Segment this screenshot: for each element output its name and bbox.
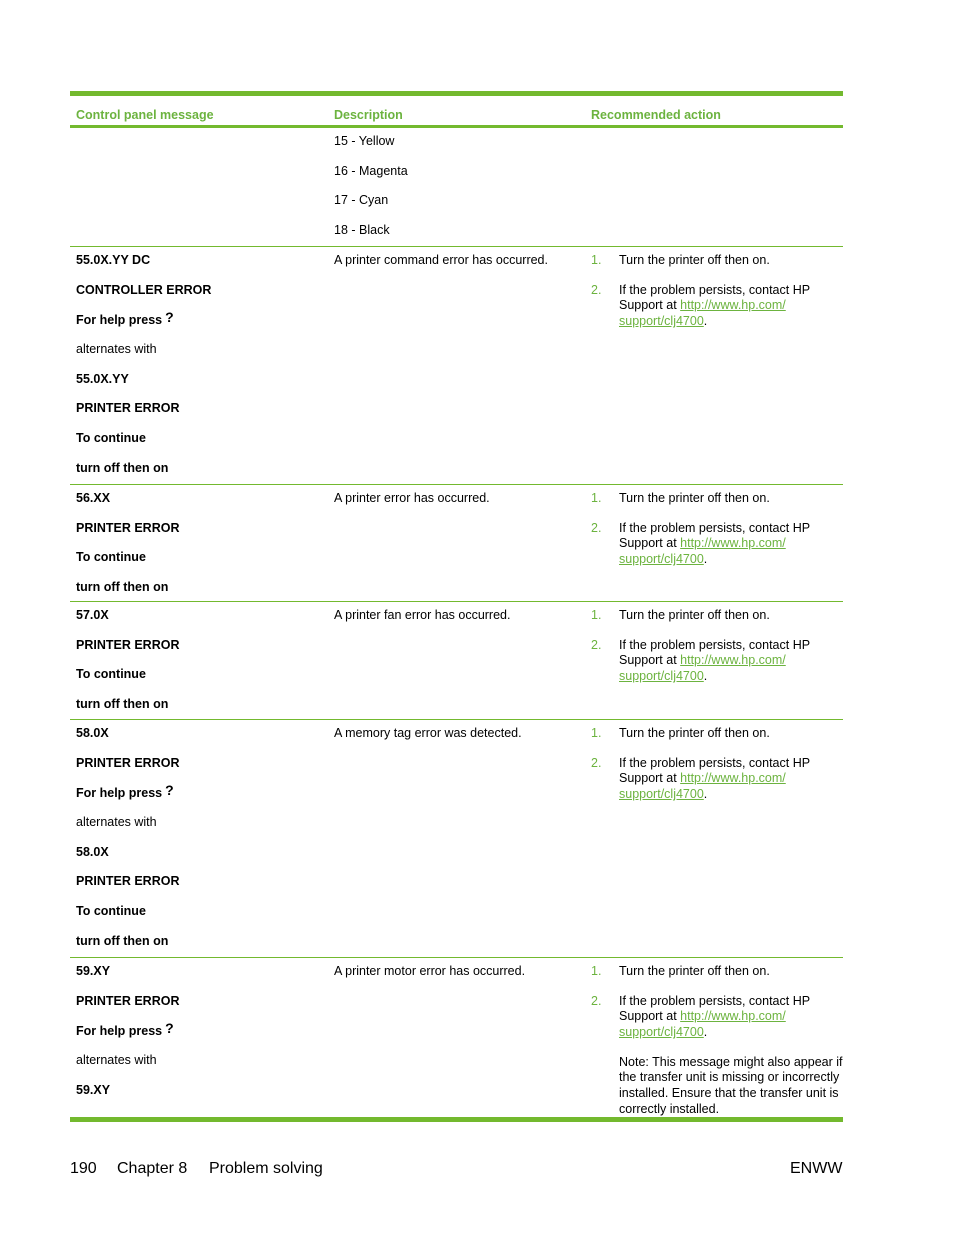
action-step <box>591 253 843 269</box>
message-line <box>76 461 328 477</box>
message-line <box>76 697 328 713</box>
hp-support-link[interactable]: http://www.hp.com/ support/clj4700 <box>619 536 786 566</box>
action-step <box>591 756 843 803</box>
message-text: PRINTER ERROR <box>76 520 180 535</box>
message-text: For help press <box>76 313 163 328</box>
description-cell <box>328 134 585 246</box>
step-text-suffix: . <box>703 1024 708 1039</box>
action-step <box>591 608 843 624</box>
step-number: 1. <box>591 726 602 740</box>
action-note: Note: This message might also appear if the transfer unit is missing or incorrectly installed. Ensure that the transfer unit is correctly installed. <box>619 1054 843 1116</box>
action-cell <box>585 134 843 246</box>
action-step <box>591 726 843 742</box>
action-step <box>591 638 843 685</box>
step-text: Turn the printer off then on. <box>619 253 770 267</box>
help-icon: ? <box>165 1020 174 1037</box>
table-row <box>70 128 843 247</box>
description-cell <box>328 253 585 484</box>
description-text: A memory tag error was detected. <box>334 726 522 740</box>
message-line <box>76 253 328 269</box>
description-text: 16 - Magenta <box>334 163 408 178</box>
action-cell <box>585 253 843 484</box>
hp-support-link[interactable]: http://www.hp.com/ support/clj4700 <box>619 1009 786 1039</box>
message-line <box>76 283 328 299</box>
footer-label: ENWW <box>790 1160 843 1177</box>
message-cell <box>70 253 328 484</box>
message-cell <box>70 726 328 957</box>
description-cell <box>328 726 585 957</box>
table-row <box>70 720 843 958</box>
message-text: turn off then on <box>76 697 169 712</box>
message-line <box>76 994 328 1010</box>
description-cell <box>328 608 585 719</box>
message-text: 58.0X <box>76 844 109 859</box>
footer-section: Problem solving <box>209 1160 323 1177</box>
message-text: 59.XY <box>76 964 111 978</box>
message-text: PRINTER ERROR <box>76 755 180 770</box>
message-line <box>76 874 328 890</box>
message-line <box>76 309 328 328</box>
message-text: turn off then on <box>76 580 169 595</box>
description-text: 15 - Yellow <box>334 134 395 148</box>
action-step <box>591 283 843 330</box>
message-text: To continue <box>76 904 146 919</box>
step-text-prefix: If the problem persists, contact HP Support at <box>619 520 810 551</box>
step-text-suffix: . <box>703 551 708 566</box>
header-control-panel-message: Control panel message <box>76 108 214 122</box>
step-number: 1. <box>591 964 602 978</box>
message-line <box>76 608 328 624</box>
message-text: To continue <box>76 550 146 565</box>
action-cell <box>585 491 843 601</box>
message-text: CONTROLLER ERROR <box>76 282 212 297</box>
message-line <box>76 491 328 507</box>
message-line <box>76 521 328 537</box>
step-number: 2. <box>591 637 602 652</box>
step-text: Turn the printer off then on. <box>619 726 770 740</box>
step-number: 2. <box>591 282 602 297</box>
message-line <box>76 638 328 654</box>
step-number: 1. <box>591 491 602 505</box>
message-line <box>76 550 328 566</box>
message-line <box>76 1083 328 1099</box>
message-text: alternates with <box>76 1053 157 1068</box>
description-text: A printer error has occurred. <box>334 491 490 505</box>
message-cell <box>70 134 328 246</box>
action-cell <box>585 726 843 957</box>
message-line <box>76 1053 328 1069</box>
description-text: 18 - Black <box>334 223 390 238</box>
message-line <box>76 342 328 358</box>
table-row <box>70 247 843 485</box>
step-number: 2. <box>591 993 602 1008</box>
message-text: turn off then on <box>76 460 169 475</box>
message-text: 56.XX <box>76 491 111 505</box>
step-number: 1. <box>591 608 602 622</box>
hp-support-link[interactable]: http://www.hp.com/ support/clj4700 <box>619 771 786 801</box>
step-text <box>619 994 843 1041</box>
message-line <box>76 934 328 950</box>
message-line <box>76 904 328 920</box>
table-bottom-rule <box>70 1117 843 1122</box>
description-text: A printer command error has occurred. <box>334 253 548 267</box>
message-text: PRINTER ERROR <box>76 401 180 416</box>
header-recommended-action: Recommended action <box>591 108 721 122</box>
description-text: A printer motor error has occurred. <box>334 964 526 978</box>
hp-support-link[interactable]: http://www.hp.com/ support/clj4700 <box>619 298 786 328</box>
step-text: Turn the printer off then on. <box>619 608 770 622</box>
step-text <box>619 283 843 330</box>
table-body <box>70 128 843 1122</box>
action-cell <box>585 608 843 719</box>
table-row <box>70 485 843 602</box>
message-text: 58.0X <box>76 726 109 740</box>
table-row <box>70 958 843 1122</box>
action-cell <box>585 964 843 1122</box>
message-cell <box>70 964 328 1122</box>
message-text: To continue <box>76 667 146 682</box>
message-line <box>76 726 328 742</box>
action-step <box>591 994 843 1041</box>
message-text: PRINTER ERROR <box>76 874 180 889</box>
step-text <box>619 638 843 685</box>
description-text: 17 - Cyan <box>334 193 389 208</box>
footer-page-number: 190 <box>70 1160 97 1177</box>
help-icon: ? <box>165 309 174 326</box>
message-text: PRINTER ERROR <box>76 993 180 1008</box>
error-message-table <box>70 91 843 1122</box>
step-text: Turn the printer off then on. <box>619 964 770 978</box>
step-text: Turn the printer off then on. <box>619 491 770 505</box>
description-text: A printer fan error has occurred. <box>334 608 511 622</box>
message-text: 59.XY <box>76 1082 111 1097</box>
message-line <box>76 580 328 596</box>
message-line <box>76 782 328 801</box>
message-text: turn off then on <box>76 933 169 948</box>
step-text-suffix: . <box>703 313 708 328</box>
message-line <box>76 815 328 831</box>
description-cell <box>328 491 585 601</box>
action-step <box>591 491 843 507</box>
message-line <box>76 372 328 388</box>
message-cell <box>70 491 328 601</box>
table-header <box>70 96 843 128</box>
message-line <box>76 401 328 417</box>
message-text: 55.0X.YY DC <box>76 253 151 267</box>
step-text <box>619 756 843 803</box>
message-text: For help press <box>76 1024 163 1039</box>
table-row <box>70 602 843 720</box>
message-line <box>76 667 328 683</box>
message-text: To continue <box>76 431 146 446</box>
message-line <box>76 431 328 447</box>
action-step <box>591 521 843 568</box>
message-line <box>76 845 328 861</box>
message-text: For help press <box>76 786 163 801</box>
hp-support-link[interactable]: http://www.hp.com/ support/clj4700 <box>619 653 786 683</box>
step-text-suffix: . <box>703 786 708 801</box>
step-text-suffix: . <box>703 668 708 683</box>
message-text: alternates with <box>76 342 157 357</box>
description-cell <box>328 964 585 1122</box>
action-step <box>591 964 843 980</box>
message-line <box>76 964 328 980</box>
message-text: PRINTER ERROR <box>76 637 180 652</box>
message-cell <box>70 608 328 719</box>
message-line <box>76 756 328 772</box>
message-text: 55.0X.YY <box>76 371 129 386</box>
message-line <box>76 1020 328 1039</box>
footer-chapter: Chapter 8 <box>117 1160 188 1177</box>
step-number: 2. <box>591 520 602 535</box>
help-icon: ? <box>165 782 174 799</box>
step-text-prefix: If the problem persists, contact HP Support at <box>619 282 810 313</box>
message-text: alternates with <box>76 815 157 830</box>
header-description: Description <box>334 108 403 122</box>
message-text: 57.0X <box>76 608 109 622</box>
step-text-prefix: If the problem persists, contact HP Support at <box>619 755 810 786</box>
step-number: 2. <box>591 755 602 770</box>
step-text-prefix: If the problem persists, contact HP Support at <box>619 637 810 668</box>
step-text <box>619 521 843 568</box>
step-text-prefix: If the problem persists, contact HP Support at <box>619 993 810 1024</box>
step-number: 1. <box>591 253 602 267</box>
